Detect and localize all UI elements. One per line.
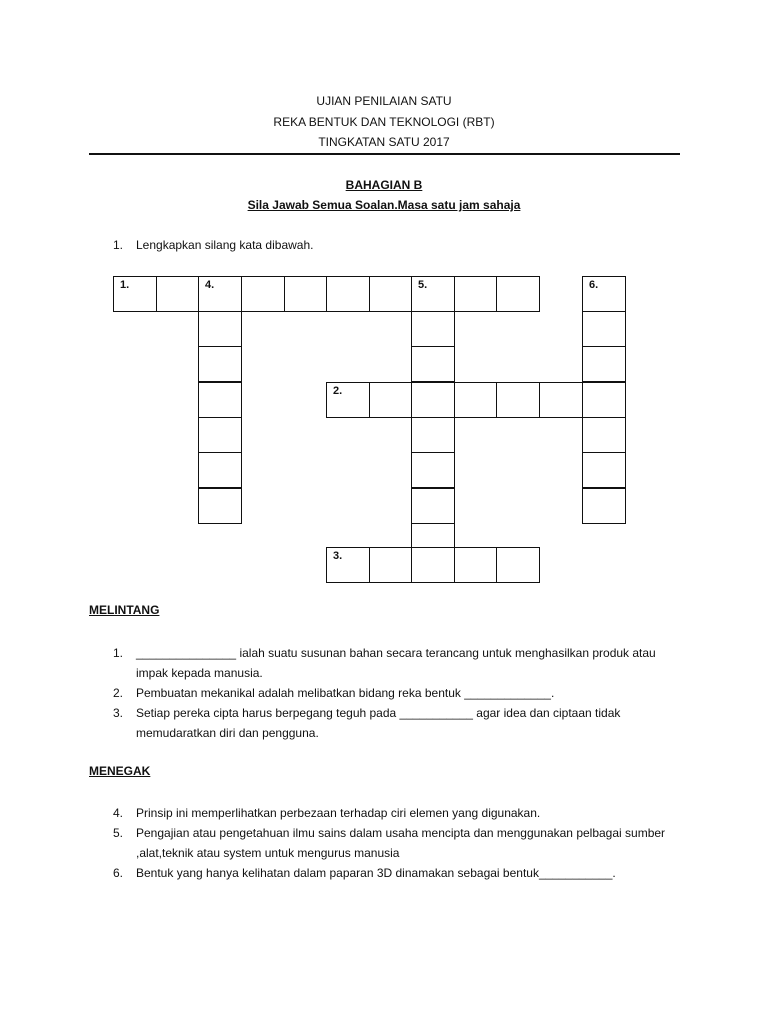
crossword-cell[interactable]	[326, 276, 370, 312]
crossword-cell[interactable]	[454, 276, 498, 312]
crossword-cell[interactable]	[369, 382, 413, 418]
clue-text: Bentuk yang hanya kelihatan dalam paparan 3D dinamakan sebagai bentuk___________.	[136, 866, 616, 880]
clue-label-6: 6.	[589, 279, 599, 291]
crossword-cell[interactable]	[411, 382, 455, 418]
crossword-cell[interactable]	[454, 547, 498, 583]
clue-down-4	[113, 803, 688, 823]
section-title: BAHAGIAN B	[345, 178, 423, 192]
crossword-cell[interactable]	[198, 417, 242, 453]
clue-label-4: 4.	[205, 279, 215, 291]
crossword-cell[interactable]	[198, 452, 242, 488]
menegak-heading: MENEGAK	[89, 764, 151, 778]
clue-number: 1.	[113, 646, 124, 660]
crossword-cell[interactable]	[411, 547, 455, 583]
form-title: TINGKATAN SATU 2017	[318, 135, 450, 149]
crossword-cell[interactable]	[496, 276, 540, 312]
clue-label-1: 1.	[120, 279, 130, 291]
crossword-cell[interactable]	[198, 311, 242, 347]
clue-number: 5.	[113, 826, 124, 840]
clue-down-5	[113, 823, 688, 863]
crossword-cell[interactable]	[326, 547, 370, 583]
clue-text: _______________ ialah suatu susunan bahan secara terancang untuk menghasilkan produk atau impak kepada manusia.	[136, 646, 656, 680]
crossword-cell[interactable]	[496, 547, 540, 583]
question-text: Lengkapkan silang kata dibawah.	[136, 238, 314, 252]
crossword-cell[interactable]	[113, 276, 157, 312]
clue-number: 6.	[113, 866, 124, 880]
subject-title: REKA BENTUK DAN TEKNOLOGI (RBT)	[273, 115, 495, 129]
clue-number: 2.	[113, 686, 124, 700]
clue-text: Setiap pereka cipta harus berpegang teguh pada ___________ agar idea dan ciptaan tidak memudaratkan diri dan pengguna.	[136, 706, 621, 740]
crossword-cell[interactable]	[411, 276, 455, 312]
crossword-cell[interactable]	[582, 346, 626, 382]
crossword-cell[interactable]	[454, 382, 498, 418]
crossword-cell[interactable]	[241, 276, 285, 312]
crossword-cell[interactable]	[326, 382, 370, 418]
clue-number: 3.	[113, 706, 124, 720]
crossword-cell[interactable]	[198, 276, 242, 312]
crossword-cell[interactable]	[369, 276, 413, 312]
crossword-cell[interactable]	[369, 547, 413, 583]
crossword-cell[interactable]	[411, 311, 455, 347]
clue-label-5: 5.	[418, 279, 428, 291]
crossword-cell[interactable]	[198, 382, 242, 418]
crossword-cell[interactable]	[539, 382, 583, 418]
clue-label-3: 3.	[333, 550, 343, 562]
clue-across-1	[113, 643, 688, 683]
crossword-cell[interactable]	[411, 488, 455, 524]
clue-number: 4.	[113, 806, 124, 820]
clue-label-2: 2.	[333, 385, 343, 397]
crossword-cell[interactable]	[156, 276, 200, 312]
crossword-cell[interactable]	[411, 417, 455, 453]
crossword-cell[interactable]	[284, 276, 328, 312]
crossword-cell[interactable]	[582, 488, 626, 524]
melintang-heading: MELINTANG	[89, 603, 160, 617]
clue-down-6	[113, 863, 688, 883]
crossword-cell[interactable]	[411, 346, 455, 382]
crossword-cell[interactable]	[582, 417, 626, 453]
crossword-cell[interactable]	[496, 382, 540, 418]
crossword-cell[interactable]	[198, 346, 242, 382]
crossword-cell[interactable]	[411, 452, 455, 488]
section-instruction: Sila Jawab Semua Soalan.Masa satu jam sahaja	[247, 198, 521, 212]
crossword-cell[interactable]	[198, 488, 242, 524]
crossword-cell[interactable]	[582, 276, 626, 312]
clue-text: Pengajian atau pengetahuan ilmu sains dalam usaha mencipta dan menggunakan pelbagai sumber ,alat,teknik atau system untuk mengurus manusia	[136, 826, 666, 860]
question-number: 1.	[113, 238, 124, 252]
clue-across-3	[113, 703, 688, 743]
exam-title: UJIAN PENILAIAN SATU	[316, 94, 452, 108]
clue-text: Prinsip ini memperlihatkan perbezaan terhadap ciri elemen yang digunakan.	[136, 806, 541, 820]
clue-text: Pembuatan mekanikal adalah melibatkan bidang reka bentuk _____________.	[136, 686, 555, 700]
crossword-cell[interactable]	[582, 452, 626, 488]
clue-across-2	[113, 683, 688, 703]
crossword-cell[interactable]	[582, 382, 626, 418]
crossword-cell[interactable]	[582, 311, 626, 347]
crossword-cell[interactable]	[411, 523, 455, 548]
